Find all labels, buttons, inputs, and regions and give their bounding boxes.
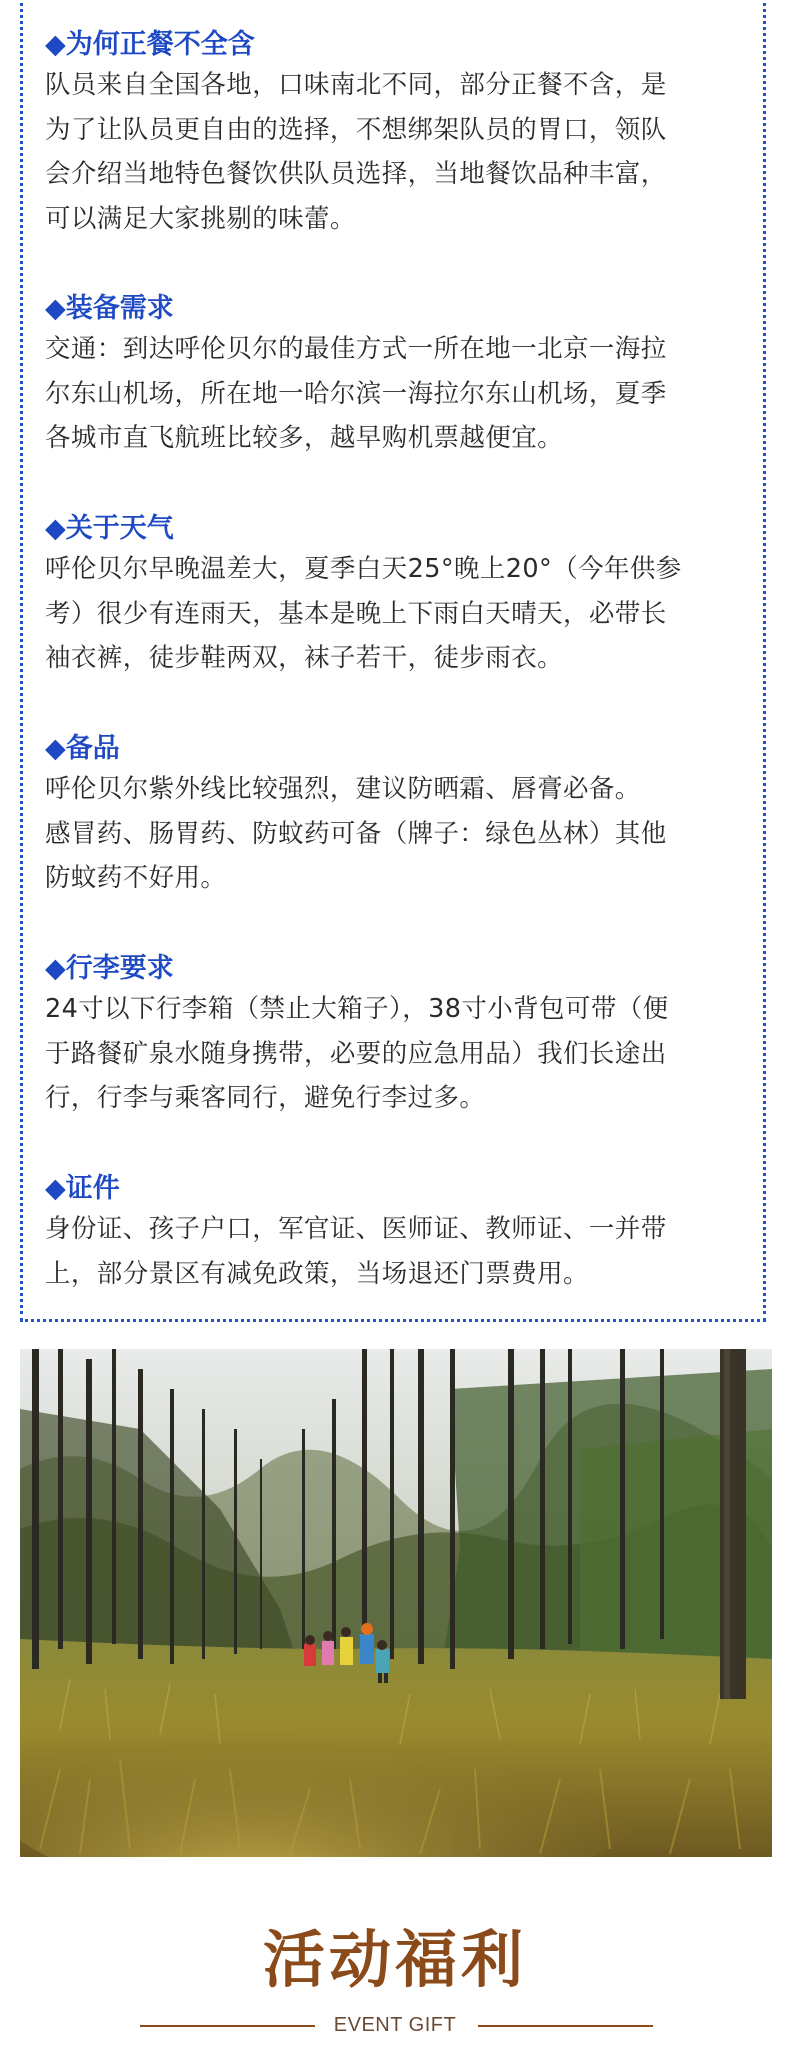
section-line: 于路餐矿泉水随身携带，必要的应急用品）我们长途出 (45, 1038, 667, 1069)
gift-title: 活动福利 (262, 1923, 527, 1996)
section-body (45, 987, 755, 1121)
section-line: 感冒药、肠胃药、防蚊药可备（牌子：绿色丛林）其他 (45, 818, 667, 849)
section-line: 交通：到达呼伦贝尔的最佳方式一所在地一北京一海拉 (45, 334, 667, 364)
section-title: ◆装备需求 (45, 293, 174, 324)
section-line: 袖衣裤，徒步鞋两双，袜子若干，徒步雨衣。 (45, 643, 564, 673)
divider-right (478, 2025, 653, 2027)
section-line: 各城市直飞航班比较多，越早购机票越便宜。 (45, 423, 564, 453)
section-line: 上，部分景区有减免政策，当场退还门票费用。 (45, 1258, 589, 1289)
section-body (45, 327, 755, 461)
section-title: ◆为何正餐不全含 (45, 29, 255, 60)
section-line: 考）很少有连雨天，基本是晚上下雨白天晴天，必带长 (45, 598, 667, 629)
section-body (45, 1207, 755, 1296)
section-line: 可以满足大家挑剔的味蕾。 (45, 203, 356, 234)
section-line: 呼伦贝尔紫外线比较强烈，建议防晒霜、唇膏必备。 (45, 774, 641, 804)
divider-left (140, 2025, 315, 2027)
section-body (45, 767, 755, 901)
gift-subtitle: EVENT GIFT (333, 2014, 457, 2036)
section-line: 为了让队员更自由的选择，不想绑架队员的胃口，领队 (45, 114, 667, 145)
section-title: ◆行李要求 (45, 953, 174, 984)
gift-subtitle-row (0, 2010, 790, 2040)
section-line: 防蚊药不好用。 (45, 863, 227, 893)
section-body (45, 63, 755, 241)
info-box (20, 0, 766, 1322)
section-line: 尔东山机场，所在地一哈尔滨一海拉尔东山机场，夏季 (45, 378, 667, 409)
forest-hiking-photo (20, 1349, 772, 1857)
section-body (45, 547, 755, 681)
section-title: ◆备品 (45, 733, 120, 764)
section-title: ◆关于天气 (45, 513, 174, 544)
section-line: 呼伦贝尔早晚温差大，夏季白天25°晚上20°（今年供参 (45, 554, 682, 584)
section-title: ◆证件 (45, 1173, 120, 1204)
section-line: 会介绍当地特色餐饮供队员选择，当地餐饮品种丰富， (45, 159, 667, 189)
section-line: 行，行李与乘客同行，避免行李过多。 (45, 1083, 486, 1113)
section-line: 身份证、孩子户口，军官证、医师证、教师证、一并带 (45, 1214, 667, 1244)
section-line: 队员来自全国各地，口味南北不同，部分正餐不含，是 (45, 70, 667, 100)
section-line: 24寸以下行李箱（禁止大箱子），38寸小背包可带（便 (45, 994, 669, 1024)
